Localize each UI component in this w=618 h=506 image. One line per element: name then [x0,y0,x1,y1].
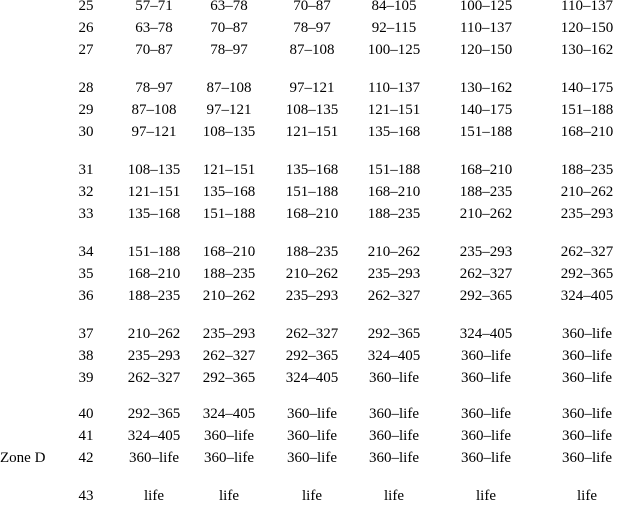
range-cell: 87–108 [206,80,252,96]
range-cell: 70–87 [135,42,173,58]
table-row [0,40,618,60]
range-cell: 235–293 [202,326,256,342]
offense-level: 34 [78,244,94,260]
range-cell: 262–327 [285,326,339,342]
range-cell: 292–365 [367,326,421,342]
range-cell: 188–235 [202,266,256,282]
range-cell: 360–life [369,406,419,422]
range-cell: 360–life [369,370,419,386]
range-cell: 324–405 [127,428,181,444]
range-cell: 324–405 [459,326,513,342]
range-cell: 78–97 [293,20,331,36]
range-cell: 84–105 [371,0,417,14]
range-cell: 360–life [369,428,419,444]
table-row [0,204,618,224]
range-cell: 360–life [461,348,511,364]
range-cell: 235–293 [127,348,181,364]
table-row [0,18,618,38]
range-cell: 262–327 [459,266,513,282]
offense-level: 26 [78,20,94,36]
table-row [0,368,618,388]
range-cell: 168–210 [285,206,339,222]
range-cell: 210–262 [560,184,614,200]
table-row [0,0,618,16]
range-cell: 262–327 [202,348,256,364]
range-cell: 262–327 [560,244,614,260]
range-cell: 121–151 [127,184,181,200]
range-cell: 121–151 [367,102,421,118]
range-cell: life [302,488,322,504]
range-cell: 108–135 [285,102,339,118]
table-row [0,286,618,306]
range-cell: 70–87 [293,0,331,14]
range-cell: 151–188 [127,244,181,260]
range-cell: 360–life [562,348,612,364]
range-cell: 87–108 [289,42,335,58]
table-row [0,448,618,468]
range-cell: life [476,488,496,504]
offense-level: 29 [78,102,94,118]
range-cell: 168–210 [127,266,181,282]
range-cell: 188–235 [285,244,339,260]
range-cell: 360–life [287,450,337,466]
range-cell: 110–137 [460,20,512,36]
range-cell: 188–235 [127,288,181,304]
range-cell: 360–life [204,428,254,444]
range-cell: 210–262 [459,206,513,222]
range-cell: 188–235 [459,184,513,200]
range-cell: 151–188 [459,124,513,140]
range-cell: 360–life [204,450,254,466]
range-cell: 188–235 [560,162,614,178]
range-cell: 235–293 [285,288,339,304]
range-cell: 188–235 [367,206,421,222]
range-cell: 92–115 [371,20,417,36]
offense-level: 39 [78,370,94,386]
table-row [0,426,618,446]
range-cell: life [577,488,597,504]
range-cell: 97–121 [131,124,177,140]
offense-level: 37 [78,326,94,342]
range-cell: 292–365 [127,406,181,422]
range-cell: 360–life [461,428,511,444]
offense-level: 32 [78,184,94,200]
offense-level: 25 [78,0,94,14]
range-cell: 135–168 [202,184,256,200]
range-cell: 135–168 [285,162,339,178]
range-cell: 235–293 [459,244,513,260]
table-row [0,264,618,284]
range-cell: 262–327 [367,288,421,304]
range-cell: life [384,488,404,504]
range-cell: 130–162 [459,80,513,96]
range-cell: 292–365 [285,348,339,364]
offense-level: 33 [78,206,94,222]
range-cell: 360–life [562,370,612,386]
range-cell: 168–210 [560,124,614,140]
range-cell: 70–87 [210,20,248,36]
range-cell: 324–405 [560,288,614,304]
range-cell: 100–125 [459,0,513,14]
table-row [0,78,618,98]
range-cell: 168–210 [459,162,513,178]
offense-level: 36 [78,288,94,304]
range-cell: 235–293 [367,266,421,282]
offense-level: 40 [78,406,94,422]
range-cell: 360–life [562,450,612,466]
range-cell: 63–78 [210,0,248,14]
range-cell: 63–78 [135,20,173,36]
offense-level: 41 [78,428,94,444]
range-cell: 108–135 [202,124,256,140]
offense-level: 31 [78,162,94,178]
range-cell: 108–135 [127,162,181,178]
range-cell: 78–97 [210,42,248,58]
range-cell: 78–97 [135,80,173,96]
range-cell: 210–262 [202,288,256,304]
zone-label: Zone D [0,450,46,466]
range-cell: 210–262 [367,244,421,260]
range-cell: 360–life [287,406,337,422]
range-cell: 360–life [562,326,612,342]
range-cell: 57–71 [135,0,173,14]
table-row [0,324,618,344]
table-row [0,100,618,120]
range-cell: 87–108 [131,102,177,118]
range-cell: 262–327 [127,370,181,386]
range-cell: 210–262 [127,326,181,342]
range-cell: 135–168 [127,206,181,222]
table-row [0,346,618,366]
range-cell: 168–210 [367,184,421,200]
range-cell: 360–life [369,450,419,466]
range-cell: 140–175 [459,102,513,118]
range-cell: 110–137 [368,80,420,96]
range-cell: 360–life [562,406,612,422]
offense-level: 43 [78,488,94,504]
range-cell: 360–life [129,450,179,466]
range-cell: 210–262 [285,266,339,282]
range-cell: 120–150 [560,20,614,36]
range-cell: 121–151 [285,124,339,140]
offense-level: 30 [78,124,94,140]
range-cell: 110–137 [561,0,613,14]
range-cell: 324–405 [285,370,339,386]
offense-level: 38 [78,348,94,364]
range-cell: 151–188 [560,102,614,118]
range-cell: 235–293 [560,206,614,222]
offense-level: 42 [78,450,94,466]
range-cell: 97–121 [206,102,252,118]
offense-level: 28 [78,80,94,96]
range-cell: 324–405 [367,348,421,364]
offense-level: 35 [78,266,94,282]
range-cell: 292–365 [560,266,614,282]
range-cell: 97–121 [289,80,335,96]
range-cell: 292–365 [202,370,256,386]
range-cell: 360–life [287,428,337,444]
range-cell: life [219,488,239,504]
range-cell: 100–125 [367,42,421,58]
table-row [0,242,618,262]
table-row [0,182,618,202]
range-cell: 360–life [461,450,511,466]
range-cell: 168–210 [202,244,256,260]
range-cell: 292–365 [459,288,513,304]
range-cell: 135–168 [367,124,421,140]
range-cell: life [144,488,164,504]
range-cell: 151–188 [285,184,339,200]
range-cell: 151–188 [367,162,421,178]
offense-level: 27 [78,42,94,58]
range-cell: 360–life [461,370,511,386]
table-row [0,486,618,506]
range-cell: 151–188 [202,206,256,222]
range-cell: 121–151 [202,162,256,178]
range-cell: 360–life [562,428,612,444]
range-cell: 360–life [461,406,511,422]
table-row [0,122,618,142]
table-row [0,160,618,180]
range-cell: 120–150 [459,42,513,58]
range-cell: 324–405 [202,406,256,422]
table-row [0,404,618,424]
range-cell: 140–175 [560,80,614,96]
range-cell: 130–162 [560,42,614,58]
